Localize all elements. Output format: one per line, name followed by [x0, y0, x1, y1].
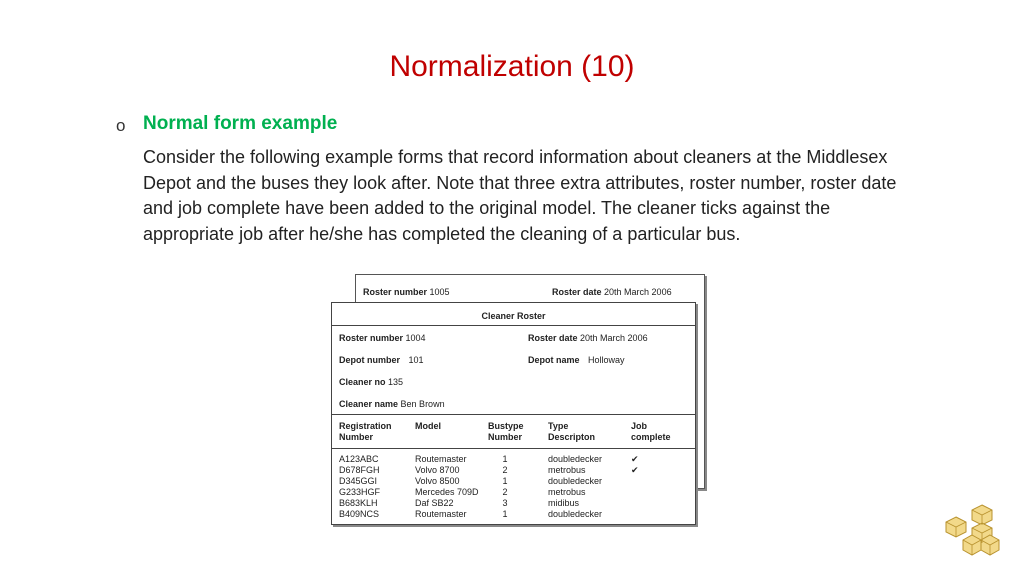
depot-name-value: Holloway	[588, 355, 625, 365]
table-header-rule	[332, 448, 695, 449]
bullet-marker: o	[116, 116, 126, 135]
cleaner-no-value: 135	[388, 377, 404, 387]
cleaner-name-field	[339, 399, 445, 409]
depot-number-label: Depot number	[339, 355, 401, 365]
cleaner-name-label: Cleaner name	[339, 399, 399, 409]
cell-type: midibus	[548, 498, 580, 508]
roster-date-label: Roster date	[528, 333, 578, 343]
depot-number-value: 101	[408, 355, 424, 365]
table-top-rule	[332, 414, 695, 415]
col-header-bustype-line2: Number	[488, 432, 523, 442]
back-roster-number-label: Roster number	[363, 287, 428, 297]
cell-model: Daf SB22	[415, 498, 454, 508]
roster-number-field	[339, 333, 426, 343]
back-roster-date-label: Roster date	[552, 287, 602, 297]
cell-bustype: 2	[502, 465, 508, 475]
roster-date-field	[528, 333, 648, 343]
col-header-job-complete	[631, 421, 671, 443]
col-header-bustype-line1: Bustype	[488, 421, 524, 431]
back-roster-number	[363, 287, 450, 297]
body-paragraph: Consider the following example forms that record information about cleaners at the Middlesex Depot and the buses they look after. Note that three extra attributes, roster number, roster date and job complete have been added to the original model. The cleaner ticks against the appropriate job after he/she has completed the cleaning of a particular bus.	[143, 147, 897, 244]
depot-name-field	[528, 355, 625, 365]
cell-model: Routemaster	[415, 454, 467, 464]
col-header-registration	[339, 421, 392, 443]
cubes-logo-icon	[944, 503, 1000, 557]
cell-bustype: 2	[502, 487, 508, 497]
back-roster-date-value: 20th March 2006	[604, 287, 672, 297]
cell-model: Mercedes 709D	[415, 487, 479, 497]
depot-number-field	[339, 355, 424, 365]
cell-registration: D345GGI	[339, 476, 378, 486]
cell-type: metrobus	[548, 465, 586, 475]
form-title: Cleaner Roster	[481, 311, 546, 321]
cell-registration: G233HGF	[339, 487, 381, 497]
cell-registration: B683KLH	[339, 498, 378, 508]
slide-title: Normalization (10)	[389, 50, 635, 83]
cell-type: doubledecker	[548, 476, 603, 486]
cell-model: Routemaster	[415, 509, 467, 519]
col-header-job-line2: complete	[631, 432, 671, 442]
cell-registration: D678FGH	[339, 465, 380, 475]
cell-model: Volvo 8700	[415, 465, 460, 475]
col-header-model: Model	[415, 421, 441, 431]
col-header-type-line2: Descripton	[548, 432, 596, 442]
roster-number-value: 1004	[405, 333, 426, 343]
col-header-registration-line2: Number	[339, 432, 374, 442]
cell-registration: B409NCS	[339, 509, 380, 519]
depot-name-label: Depot name	[528, 355, 580, 365]
bullet-heading: Normal form example	[143, 113, 338, 134]
back-roster-number-value: 1005	[429, 287, 450, 297]
col-header-bustype	[488, 421, 524, 443]
cell-registration: A123ABC	[339, 454, 379, 464]
roster-date-value: 20th March 2006	[580, 333, 648, 343]
cell-type: metrobus	[548, 487, 586, 497]
cell-type: doubledecker	[548, 509, 603, 519]
col-header-registration-line1: Registration	[339, 421, 392, 431]
cleaner-no-label: Cleaner no	[339, 377, 386, 387]
cleaner-roster-form	[331, 302, 696, 525]
cell-type: doubledecker	[548, 454, 603, 464]
col-header-job-line1: Job	[631, 421, 648, 431]
cell-bustype: 1	[502, 454, 508, 464]
cell-bustype: 1	[502, 509, 508, 519]
cleaner-no-field	[339, 377, 403, 387]
form-divider	[332, 325, 695, 326]
cell-bustype: 1	[502, 476, 508, 486]
roster-number-label: Roster number	[339, 333, 404, 343]
cell-bustype: 3	[502, 498, 508, 508]
cell-job-complete: ✔	[631, 465, 639, 475]
cell-job-complete: ✔	[631, 454, 639, 464]
cleaner-name-value: Ben Brown	[400, 399, 445, 409]
col-header-type-line1: Type	[548, 421, 569, 431]
back-roster-date	[552, 287, 672, 297]
col-header-type	[548, 421, 595, 443]
cell-model: Volvo 8500	[415, 476, 460, 486]
